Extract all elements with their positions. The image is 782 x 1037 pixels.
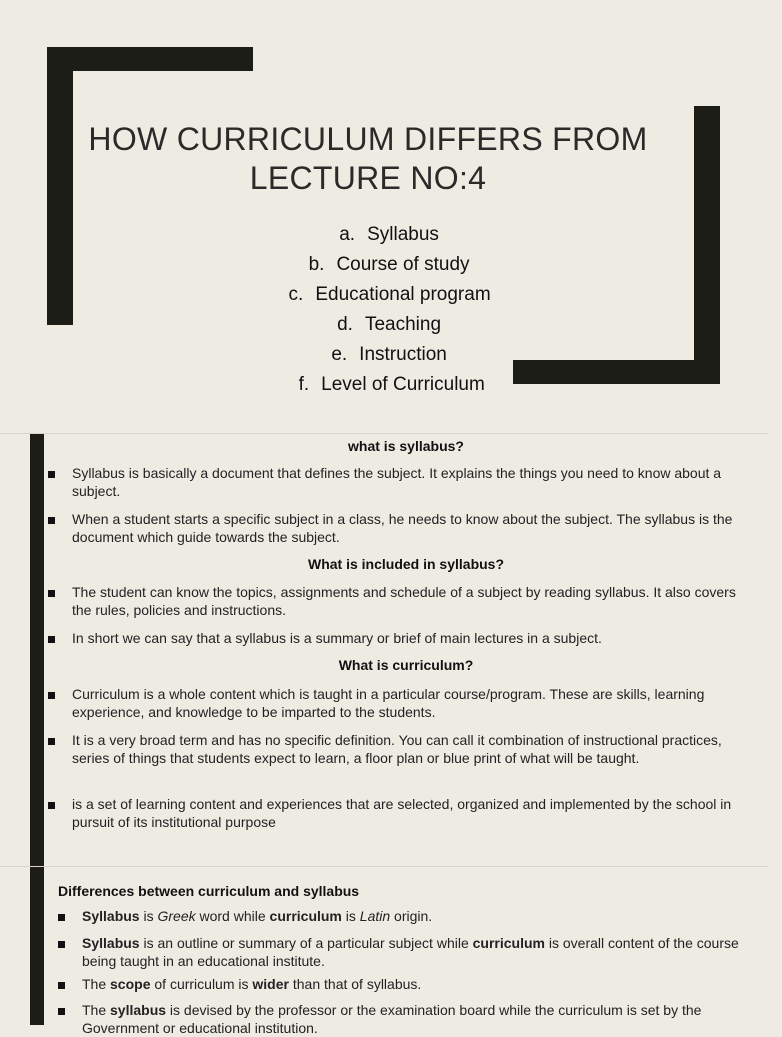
topic-item — [0, 340, 768, 370]
topic-label: Course of study — [336, 254, 470, 275]
text-run: The — [82, 1002, 111, 1018]
title-line-1: HOW CURRICULUM DIFFERS FROM — [88, 121, 648, 157]
keyword: Syllabus — [82, 935, 140, 951]
topic-marker: d. — [337, 314, 353, 335]
topic-item — [0, 220, 768, 250]
topic-item — [0, 370, 768, 400]
topic-marker: e. — [331, 344, 348, 365]
difference-text — [82, 1001, 758, 1037]
square-bullet-icon — [48, 636, 55, 643]
section-heading: what is syllabus? — [348, 438, 464, 454]
title-line-2: LECTURE NO:4 — [249, 160, 487, 196]
keyword: wider — [252, 976, 289, 992]
keyword: Latin — [359, 908, 391, 924]
keyword: curriculum — [472, 935, 545, 951]
topic-label: Level of Curriculum — [321, 374, 485, 395]
section-heading: What is curriculum? — [338, 657, 474, 673]
topic-item — [0, 280, 768, 310]
keyword: syllabus — [110, 1002, 167, 1018]
keyword: curriculum — [269, 908, 342, 924]
bullet-text: When a student starts a specific subject in a class, he needs to know about the subject. The syllabus is the document which guide towards the subject. — [72, 511, 733, 545]
bullet-text: is a set of learning content and experiences that are selected, organized and implemented by the school in pursuit of its institutional purpose — [72, 796, 732, 830]
bullet-text: It is a very broad term and has no specific definition. You can call it combination of instructional practices, series of things that students expect to learn, a floor plan or blue print of what will be taught. — [72, 732, 722, 766]
text-run: is overall content of the course being taught in an educational institute. — [82, 935, 739, 969]
topic-item — [0, 310, 768, 340]
text-run: of curriculum is — [150, 976, 253, 992]
difference-text — [82, 934, 758, 970]
text-run: is an outline or summary of a particular subject while — [139, 935, 473, 951]
topic-marker: f. — [298, 374, 310, 395]
square-bullet-icon — [48, 471, 55, 478]
topic-label: Educational program — [315, 284, 491, 305]
text-run: origin. — [390, 908, 433, 924]
topic-list — [0, 220, 768, 400]
frame-bar-top-left-horizontal — [47, 47, 253, 71]
section-heading: Differences between curriculum and syllabus — [58, 883, 360, 899]
square-bullet-icon — [48, 590, 55, 597]
definitions-slide — [0, 433, 768, 866]
topic-marker: b. — [308, 254, 325, 275]
bullet-text: In short we can say that a syllabus is a summary or brief of main lectures in a subject. — [72, 630, 602, 646]
keyword: Syllabus — [82, 908, 140, 924]
square-bullet-icon — [58, 941, 65, 948]
keyword: Greek — [157, 908, 196, 924]
topic-marker: a. — [339, 224, 356, 245]
text-run: The — [82, 976, 111, 992]
difference-text — [82, 907, 758, 925]
bullet-text: Curriculum is a whole content which is taught in a particular course/program. These are skills, learning experience, and knowledge to be imparted to the students. — [72, 686, 705, 720]
square-bullet-icon — [58, 914, 65, 921]
text-run: than that of syllabus. — [288, 976, 422, 992]
slide-side-bar — [30, 434, 44, 866]
topic-marker: c. — [288, 284, 304, 305]
text-run: is — [341, 908, 360, 924]
difference-text — [82, 975, 758, 993]
differences-slide — [0, 866, 768, 1036]
keyword: scope — [110, 976, 151, 992]
slide-side-bar — [30, 867, 44, 1025]
square-bullet-icon — [48, 517, 55, 524]
section-heading: What is included in syllabus? — [307, 556, 505, 572]
slide-title — [80, 120, 656, 198]
text-run: word while — [195, 908, 270, 924]
square-bullet-icon — [48, 692, 55, 699]
square-bullet-icon — [48, 738, 55, 745]
square-bullet-icon — [58, 1008, 65, 1015]
topic-label: Teaching — [364, 314, 442, 335]
text-run: is devised by the professor or the examination board while the curriculum is set by the Government or educational institution. — [82, 1002, 702, 1036]
title-slide — [0, 0, 768, 432]
topic-label: Syllabus — [367, 224, 439, 245]
text-run: is — [139, 908, 158, 924]
topic-label: Instruction — [359, 344, 447, 365]
bullet-text: The student can know the topics, assignments and schedule of a subject by reading syllabus. It also covers the rules, policies and instructions. — [72, 584, 736, 618]
square-bullet-icon — [48, 802, 55, 809]
topic-item — [0, 250, 768, 280]
square-bullet-icon — [58, 982, 65, 989]
bullet-text: Syllabus is basically a document that defines the subject. It explains the things you need to know about a subject. — [72, 465, 722, 499]
